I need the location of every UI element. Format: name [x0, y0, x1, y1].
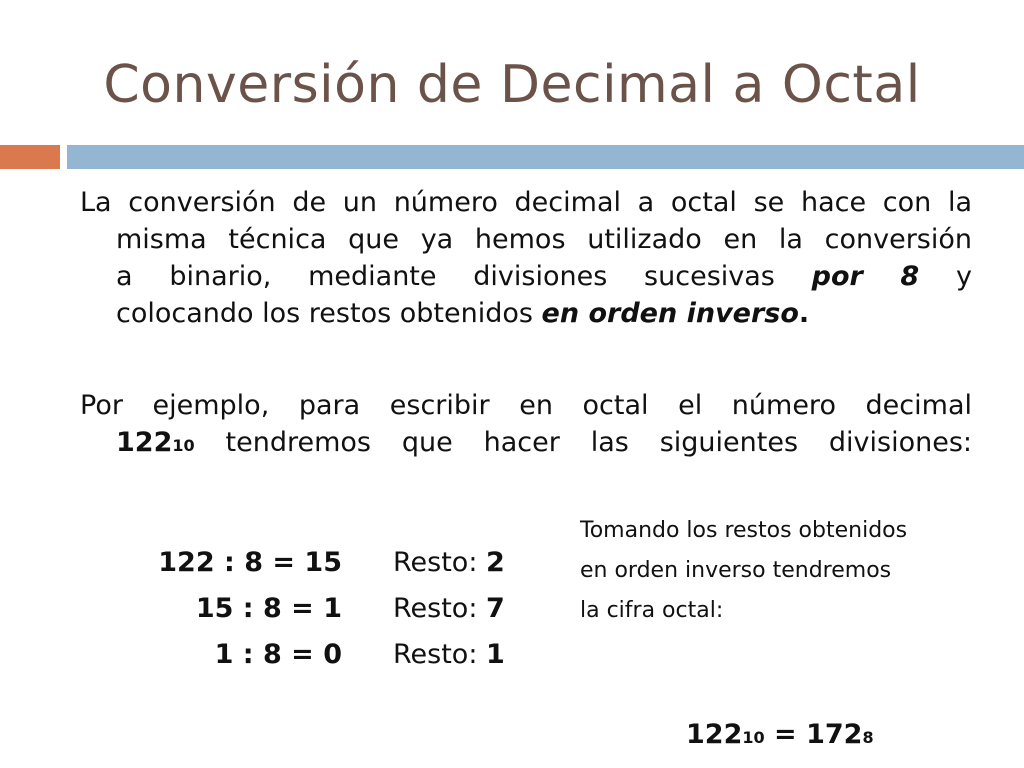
paragraph-example-line-2 — [80, 424, 972, 464]
remainder-value: 2 — [486, 547, 505, 578]
remainder-label: Resto: — [393, 639, 478, 670]
example-base: 10 — [172, 436, 195, 455]
remainder-value: 1 — [486, 639, 505, 670]
side-note-line-2: en orden inverso tendremos — [580, 558, 892, 583]
side-note-line-3: la cifra octal: — [580, 598, 724, 623]
result-left-base: 10 — [742, 728, 765, 747]
paragraph-example — [80, 387, 972, 464]
slide-title: Conversión de Decimal a Octal — [103, 55, 921, 115]
example-line-2-text: tendremos que hacer las siguientes divisiones: — [225, 427, 972, 458]
remainder-row — [393, 540, 505, 586]
division-equations — [142, 540, 342, 678]
result-right-number: 172 — [806, 719, 863, 750]
remainder-row — [393, 632, 505, 678]
division-equation: 15 : 8 = 1 — [195, 593, 342, 624]
remainder-row — [393, 586, 505, 632]
division-remainders — [393, 540, 505, 678]
accent-bar-blue — [67, 145, 1024, 169]
accent-bar-orange — [0, 145, 60, 169]
emphasis-por-8: por 8 — [811, 261, 920, 292]
line3-text-b: y — [956, 261, 972, 292]
paragraph-example-line-1: Por ejemplo, para escribir en octal el número decimal — [80, 390, 972, 421]
example-number: 122 — [116, 427, 173, 458]
result-equals: = — [774, 719, 797, 750]
line4-period: . — [798, 298, 810, 329]
paragraph-intro-line-4 — [80, 295, 972, 332]
line4-text-a: colocando los restos obtenidos — [116, 298, 533, 329]
paragraph-intro-line-1: La conversión de un número decimal a octal se hace con la — [80, 187, 972, 218]
division-equation: 122 : 8 = 15 — [158, 547, 342, 578]
side-note — [580, 511, 907, 631]
remainder-label: Resto: — [393, 547, 478, 578]
line3-text-a: a binario, mediante divisiones sucesivas — [116, 261, 775, 292]
remainder-label: Resto: — [393, 593, 478, 624]
emphasis-orden-inverso: en orden inverso — [541, 298, 799, 329]
paragraph-intro — [80, 184, 972, 332]
paragraph-intro-line-2: misma técnica que ya hemos utilizado en la conversión — [116, 224, 972, 255]
remainder-value: 7 — [486, 593, 505, 624]
result-right-base: 8 — [862, 728, 874, 747]
paragraph-intro-line-3 — [80, 258, 972, 295]
result-left-number: 122 — [686, 719, 743, 750]
division-equation: 1 : 8 = 0 — [214, 639, 342, 670]
conversion-result — [686, 715, 874, 758]
side-note-line-1: Tomando los restos obtenidos — [580, 518, 908, 543]
